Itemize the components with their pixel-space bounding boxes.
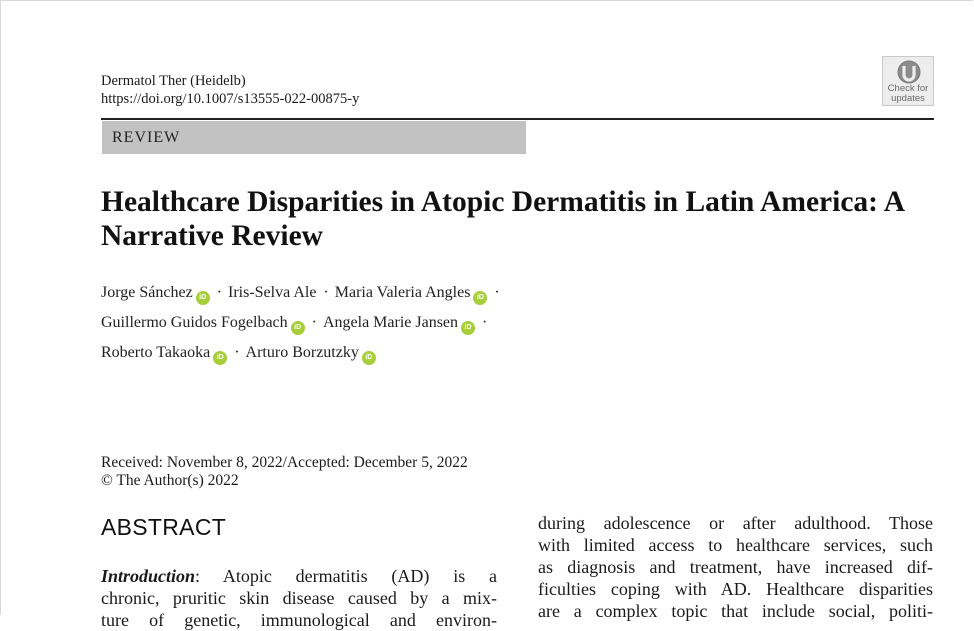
dates-line [101, 454, 468, 472]
abstract-line: as diagnosis and treatment, have increased dif- [538, 557, 933, 577]
author-name[interactable]: Iris-Selva Ale [228, 284, 317, 301]
article-dates [101, 454, 468, 490]
orcid-icon[interactable]: iD [362, 351, 376, 365]
copyright-line: © The Author(s) 2022 [101, 472, 239, 489]
article-type-bar [102, 121, 526, 154]
orcid-icon[interactable]: iD [461, 321, 475, 335]
check-for-updates-badge[interactable] [882, 56, 934, 106]
author-name[interactable]: Roberto Takaoka [101, 344, 211, 361]
author-line-3 [101, 338, 506, 368]
author-name[interactable]: Angela Marie Jansen [322, 314, 459, 331]
article-type-label: REVIEW [112, 129, 181, 146]
author-separator: · [482, 314, 488, 331]
abstract-right-column [538, 512, 933, 622]
author-name[interactable]: Guillermo Guidos Fogelbach [101, 314, 288, 331]
author-separator: · [323, 284, 329, 301]
intro-label: Introduction [101, 566, 196, 586]
abstract-line: with limited access to healthcare services, such [538, 535, 933, 555]
badge-line-2: updates [891, 93, 925, 104]
author-line-1 [101, 278, 506, 308]
accepted-date: Accepted: December 5, 2022 [286, 454, 468, 471]
abstract-left-column [101, 565, 497, 631]
abstract-line: chronic, pruritic skin disease caused by a mix- [101, 588, 497, 608]
author-separator: · [311, 314, 317, 331]
journal-header [101, 72, 359, 108]
orcid-icon[interactable]: iD [473, 291, 487, 305]
author-separator: · [216, 284, 222, 301]
author-name[interactable]: Arturo Borzutzky [245, 344, 359, 361]
author-separator: · [234, 344, 240, 361]
header-rule [101, 118, 934, 120]
received-date: Received: November 8, 2022 [101, 454, 283, 471]
orcid-icon[interactable]: iD [213, 351, 227, 365]
abstract-line: ture of genetic, immunological and environ- [101, 610, 497, 630]
orcid-icon[interactable]: iD [291, 321, 305, 335]
abstract-line: during adolescence or after adulthood. Those [538, 513, 933, 533]
badge-line-1: Check for [887, 83, 929, 94]
author-name[interactable]: Maria Valeria Angles [334, 284, 471, 301]
abstract-text: : Atopic dermatitis (AD) is a [195, 566, 497, 586]
article-title: Healthcare Disparities in Atopic Dermatitis in Latin America: A Narrative Review [101, 186, 904, 252]
abstract-line: ficulties coping with AD. Healthcare disparities [538, 579, 933, 599]
orcid-icon[interactable]: iD [196, 291, 210, 305]
author-line-2 [101, 308, 506, 338]
abstract-heading: ABSTRACT [101, 514, 227, 540]
journal-name: Dermatol Ther (Heidelb) [101, 73, 246, 89]
abstract-line [101, 565, 497, 587]
author-list [101, 278, 506, 368]
doi-link[interactable]: https://doi.org/10.1007/s13555-022-00875-y [101, 91, 360, 107]
check-updates-icon [895, 60, 923, 85]
abstract-line: are a complex topic that include social, politi- [538, 601, 933, 621]
author-name[interactable]: Jorge Sánchez [101, 284, 193, 301]
author-separator: · [494, 284, 500, 301]
date-slash: / [282, 454, 287, 471]
